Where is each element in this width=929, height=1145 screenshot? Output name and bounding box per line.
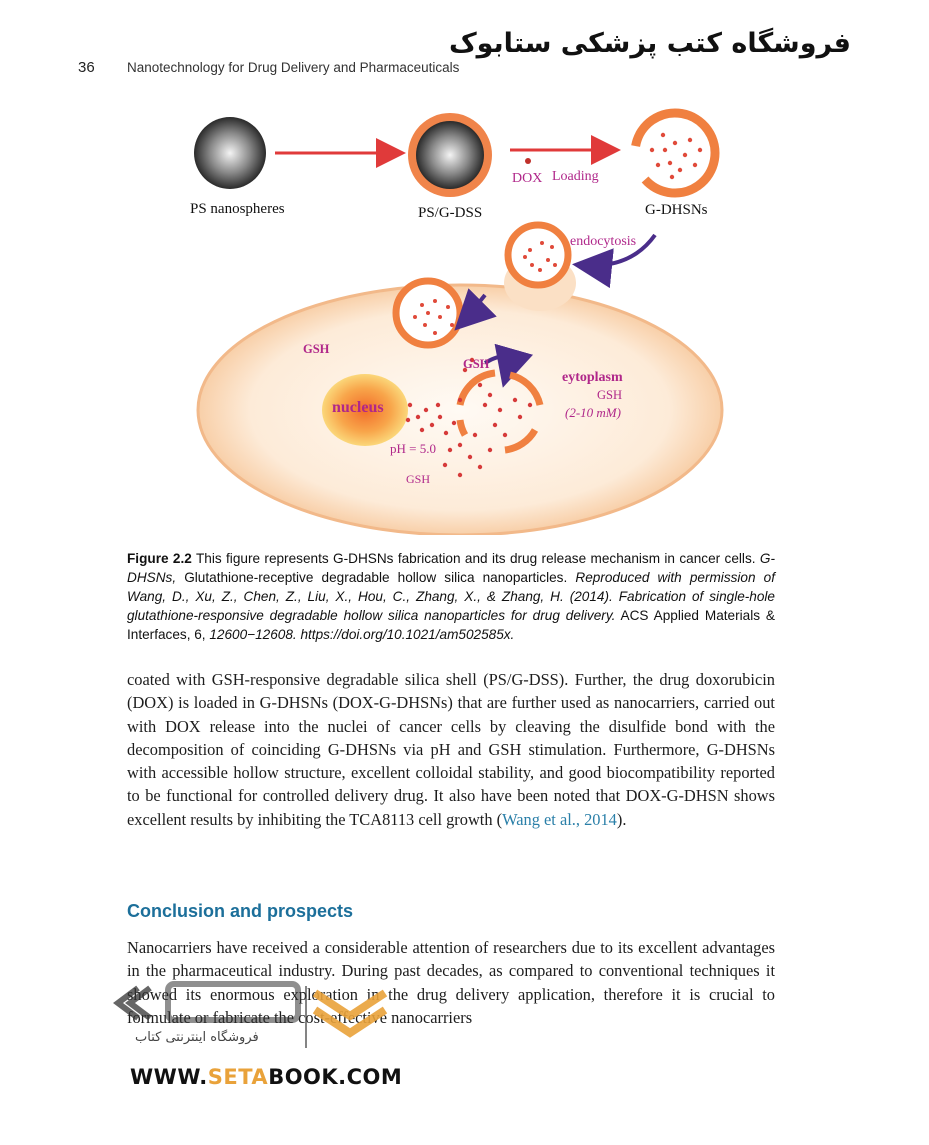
caption-abbr-def: Glutathione-receptive degradable hollow silica nanoparticles. xyxy=(176,570,576,585)
watermark-url xyxy=(130,1065,402,1089)
dox-dot xyxy=(525,158,531,164)
watermark-url-prefix: WWW. xyxy=(130,1065,208,1089)
label-gsh-center: GSH xyxy=(463,357,490,371)
figure-caption xyxy=(127,549,775,644)
label-nucleus: nucleus xyxy=(332,399,384,416)
internalized-particle xyxy=(396,281,460,345)
body-paragraph-end: ). xyxy=(616,809,627,829)
store-banner: فروشگاه کتب پزشکی ستابوک xyxy=(448,28,851,59)
label-ps-gdss: PS/G-DSS xyxy=(418,205,483,221)
caption-reproduction: Reproduced with permission of Wang, D., Xu, Z., Chen, Z., Liu, X., Hou, C., Zhang, X., & Zhang, H. (2014). Fabrication of single-hole glutathione-responsive degradable hollow silica nanoparticles for drug delivery. xyxy=(127,570,775,623)
watermark-url-accent: SETA xyxy=(207,1065,269,1089)
label-dox: DOX xyxy=(512,171,543,186)
g-dhsn-particle xyxy=(629,107,722,200)
label-gsh-left: GSH xyxy=(303,342,330,356)
label-ps-nanospheres: PS nanospheres xyxy=(190,201,285,217)
label-cytoplasm: eytoplasm xyxy=(562,370,623,385)
watermark-logo-icon xyxy=(110,978,410,1058)
watermark-url-suffix: BOOK.COM xyxy=(268,1065,403,1089)
caption-abbr: G-DHSNs, xyxy=(127,551,776,585)
section-heading: Conclusion and prospects xyxy=(127,901,354,921)
label-endocytosis: endocytosis xyxy=(570,234,637,249)
caption-journal: ACS Applied Materials & Interfaces, 6, xyxy=(127,608,775,642)
diagram-svg xyxy=(160,105,740,535)
body-paragraph xyxy=(127,668,775,831)
ps-gdss-core xyxy=(416,121,484,189)
ps-nanosphere xyxy=(194,117,266,189)
page-header xyxy=(0,0,929,90)
body-paragraph-text: coated with GSH-responsive degradable silica shell (PS/G-DSS). Further, the drug doxorubicin (DOX) is loaded in G-DHSNs (DOX-G-DHSNs) that are further used as nanocarriers, carried out with DOX release into the nuclei of cancer cells by cleaving the disulfide bond with the decomposition of coinciding G-DHSNs via pH and GSH stimulation. Furthermore, G-DHSNs with accessible hollow structure, excellent colloidal stability, and good biocompatibility reported to be functional for controlled delivery drug. It also have been noted that DOX-G-DHSN shows excellent results by inhibiting the TCA8113 cell growth ( xyxy=(127,670,775,829)
citation-link[interactable]: Wang et al., 2014 xyxy=(502,809,617,829)
page-number: 36 xyxy=(78,59,95,76)
watermark-subtitle: فروشگاه اینترنتی کتاب xyxy=(135,1030,259,1045)
label-loading: Loading xyxy=(552,169,599,184)
section-paragraph: Nanocarriers have received a considerable attention of researchers due to its excellent advantages in the pharmaceutical industry. During past decades, as compared to conventional techniques it showed its enormous exploration in the drug delivery application, therefore it is crucial to formulate or fabricate the cost-effective nanocarriers xyxy=(127,938,775,1027)
label-gsh-right: GSH xyxy=(597,388,623,402)
label-ph: pH = 5.0 xyxy=(390,441,436,456)
caption-pages: 12600−12608. https://doi.org/10.1021/am502585x. xyxy=(209,627,515,642)
watermark-logo xyxy=(110,978,410,1058)
figure-label: Figure 2.2 xyxy=(127,551,192,566)
label-g-dhsns: G-DHSNs xyxy=(645,202,708,218)
endocytosed-particle xyxy=(508,225,568,285)
label-concentration: (2-10 mM) xyxy=(565,405,621,420)
label-gsh-bottom: GSH xyxy=(406,472,431,486)
running-head: Nanotechnology for Drug Delivery and Pharmaceuticals xyxy=(127,60,460,75)
figure-diagram xyxy=(160,105,740,535)
caption-sentence: This figure represents G-DHSNs fabrication and its drug release mechanism in cancer cells. xyxy=(191,551,760,566)
